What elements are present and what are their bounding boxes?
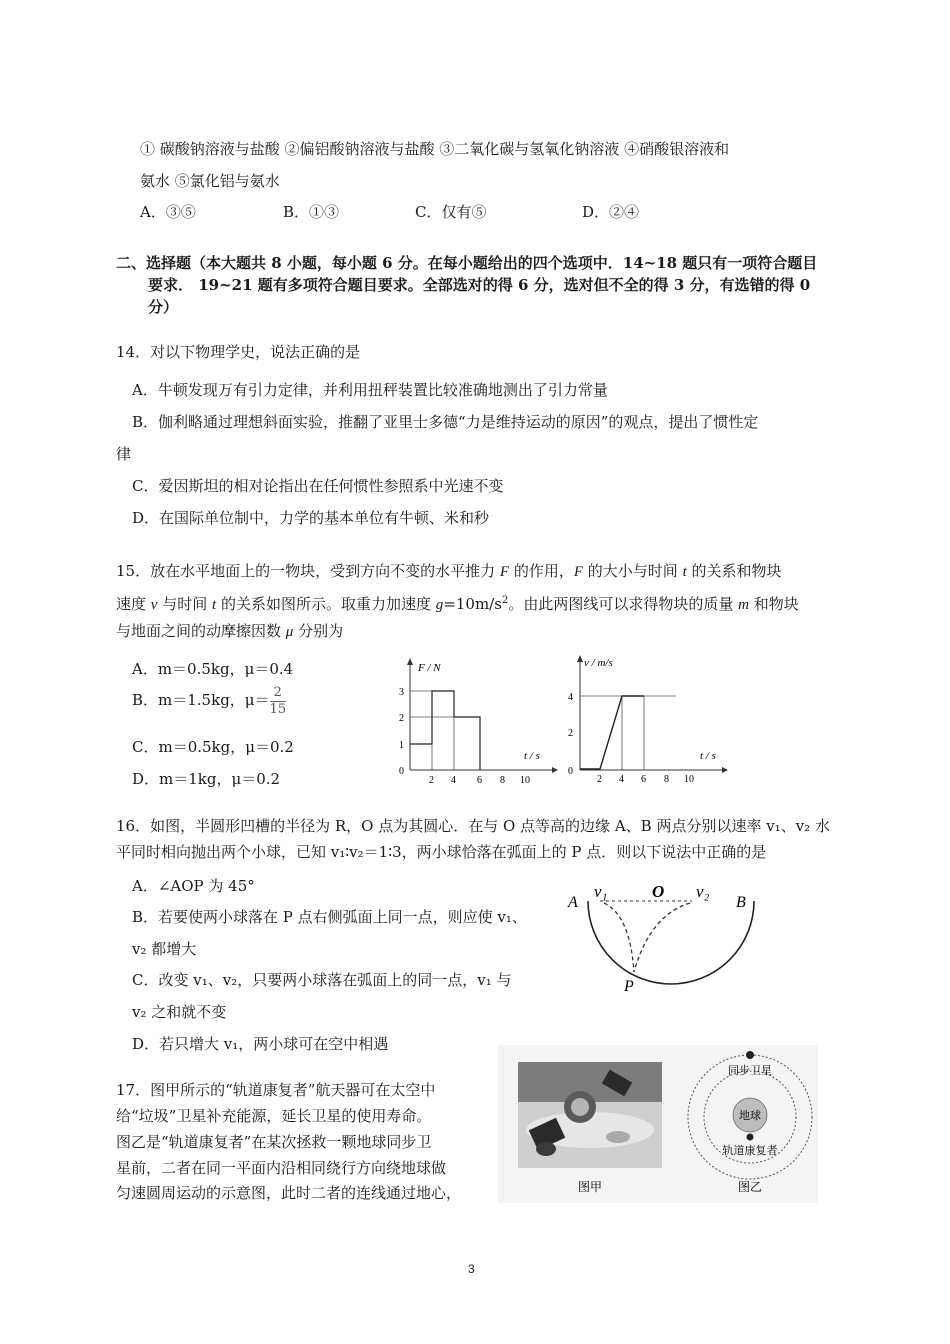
fraction: $\frac{2}{15}$ (269, 684, 287, 717)
x-tick-2: 2 (597, 774, 602, 785)
section2-heading-line1: 二、选择题（本大题共 8 小题，每小题 6 分。在每小题给出的四个选项中．14~18 题只有一项符合题目 (116, 254, 818, 272)
q15-stem-line2: 速度 v 与时间 t 的关系如图所示。取重力加速度 $g=10m/s^2$。由此两图线可以求得物块的质量 m 和物块 (116, 595, 799, 613)
velocity-curve (580, 696, 644, 769)
caption-b: 图乙 (737, 1180, 763, 1194)
rescuer-spacecraft (747, 1134, 754, 1141)
q15-option-b: B．m＝1.5kg，μ＝ $\frac{2}{15}$ (132, 684, 287, 717)
q16-option-b-line1: B．若要使两小球落在 P 点右侧弧面上同一点，则应使 v₁、 (132, 908, 527, 926)
q14-option-b-line1: B．伽利略通过理想斜面实验，推翻了亚里士多德“力是维持运动的原因”的观点，提出了惯性定 (132, 413, 759, 431)
sync-satellite (746, 1051, 754, 1059)
q14-option-a: A．牛顿发现万有引力定律，并利用扭秤装置比较准确地测出了引力常量 (132, 381, 608, 399)
x-tick-10: 10 (520, 775, 530, 785)
q13-options-line1: ① 碳酸钠溶液与盐酸 ②偏铝酸钠溶液与盐酸 ③二氧化碳与氢氧化钠溶液 ④硝酸银溶液和 (140, 140, 730, 158)
q17-stem-line1: 17．图甲所示的“轨道康复者”航天器可在太空中 (116, 1081, 436, 1099)
y-tick-4: 4 (568, 692, 573, 703)
trajectory-2 (634, 903, 690, 972)
q16-stem-line1: 16．如图，半圆形凹槽的半径为 R，O 点为其圆心．在与 O 点等高的边缘 A、B 两点分别以速率 v₁、v₂ 水 (116, 817, 830, 835)
y-tick-0: 0 (568, 766, 573, 777)
o-label: O (652, 882, 665, 901)
y-tick-1: 1 (399, 740, 404, 751)
q14-option-c: C．爱因斯坦的相对论指出在任何惯性参照系中光速不变 (132, 477, 504, 495)
q17-stem-line3: 图乙是“轨道康复者”在某次拯救一颗地球同步卫 (116, 1133, 432, 1151)
q17-stem-line5: 匀速圆周运动的示意图，此时二者的连线通过地心， (116, 1184, 462, 1202)
x-tick-8: 8 (500, 775, 505, 785)
rescuer-label: 轨道康复者 (722, 1145, 778, 1157)
q14-option-d: D．在国际单位制中，力学的基本单位有牛顿、米和秒 (132, 509, 490, 527)
x-axis-label: t / s (700, 750, 716, 762)
page-number: 3 (468, 1262, 475, 1276)
q16-option-b-line2: v₂ 都增大 (132, 940, 197, 958)
y-axis-label: F / N (418, 662, 441, 674)
velocity-time-graph (560, 652, 730, 785)
q14-stem: 14．对以下物理学史，说法正确的是 (116, 343, 361, 361)
v1-label: v₁ (594, 882, 608, 901)
x-axis-arrow (552, 767, 558, 773)
y-axis-arrow (407, 658, 413, 665)
x-tick-6: 6 (477, 775, 482, 785)
x-tick-10: 10 (684, 774, 694, 785)
q16-option-c-line2: v₂ 之和就不变 (132, 1003, 227, 1021)
v2-label: v₂ (696, 882, 710, 901)
q13-options-line2: 氨水 ⑤氯化铝与氨水 (140, 172, 280, 190)
semicircle-arc (588, 901, 754, 984)
x-tick-6: 6 (641, 774, 646, 785)
q15-option-c: C．m＝0.5kg，μ＝0.2 (132, 738, 294, 756)
b-label: B (736, 894, 746, 911)
trajectory-1 (604, 903, 634, 972)
spacecraft-photo (518, 1062, 662, 1168)
q16-option-c-line1: C．改变 v₁、v₂，只要两小球落在弧面上的同一点，v₁ 与 (132, 971, 512, 989)
x-tick-2: 2 (429, 775, 434, 785)
force-time-graph (392, 655, 560, 785)
a-label: A (568, 894, 578, 911)
y-tick-2: 2 (568, 728, 573, 739)
q16-option-d: D．若只增大 v₁，两小球可在空中相遇 (132, 1035, 389, 1053)
force-curve (410, 691, 480, 770)
semicircle-groove-figure (560, 875, 782, 1000)
sync-satellite-label: 同步卫星 (728, 1065, 772, 1077)
q15-option-d: D．m＝1kg，μ＝0.2 (132, 770, 281, 788)
section2-heading-line2: 要求． 19~21 题有多项符合题目要求。全部选对的得 6 分，选对但不全的得 3 分，有选错的得 0 (148, 276, 811, 294)
x-tick-8: 8 (664, 774, 669, 785)
section2-heading-line3: 分） (148, 298, 179, 316)
q13-choice-c: C．仅有⑤ (415, 203, 487, 221)
y-tick-0: 0 (399, 766, 404, 777)
q13-choice-a: A．③⑤ (140, 203, 196, 221)
y-axis-arrow (577, 655, 583, 662)
p-label: P (624, 978, 634, 995)
q13-choice-d: D．②④ (582, 203, 640, 221)
q13-choice-b: B．①③ (283, 203, 340, 221)
q15-stem-line1: 15．放在水平地面上的一物块，受到方向不变的水平推力 F 的作用，F 的大小与时间 t 的关系和物块 (116, 562, 782, 580)
satellite-figure (498, 1045, 818, 1203)
x-axis-arrow (722, 767, 728, 773)
earth-label: 地球 (739, 1110, 761, 1122)
x-tick-4: 4 (451, 775, 456, 785)
caption-a: 图甲 (577, 1180, 603, 1194)
y-axis-label: v / m/s (584, 657, 613, 669)
x-axis-label: t / s (524, 750, 540, 762)
q15-option-a: A．m＝0.5kg，μ＝0.4 (132, 660, 294, 678)
q16-option-a: A．∠AOP 为 45° (132, 877, 255, 895)
x-tick-4: 4 (619, 774, 624, 785)
q17-stem-line4: 星前，二者在同一平面内沿相同绕行方向绕地球做 (116, 1159, 447, 1177)
q15-stem-line3: 与地面之间的动摩擦因数 μ 分别为 (116, 622, 344, 640)
q17-stem-line2: 给“垃圾”卫星补充能源，延长卫星的使用寿命。 (116, 1107, 432, 1125)
q14-option-b-line2: 律 (116, 445, 132, 463)
y-tick-3: 3 (399, 687, 404, 698)
q16-stem-line2: 平同时相向抛出两个小球，已知 v₁∶v₂＝1∶3，两小球恰落在弧面上的 P 点．则以下说法中正确的是 (116, 843, 767, 861)
y-tick-2: 2 (399, 713, 404, 724)
